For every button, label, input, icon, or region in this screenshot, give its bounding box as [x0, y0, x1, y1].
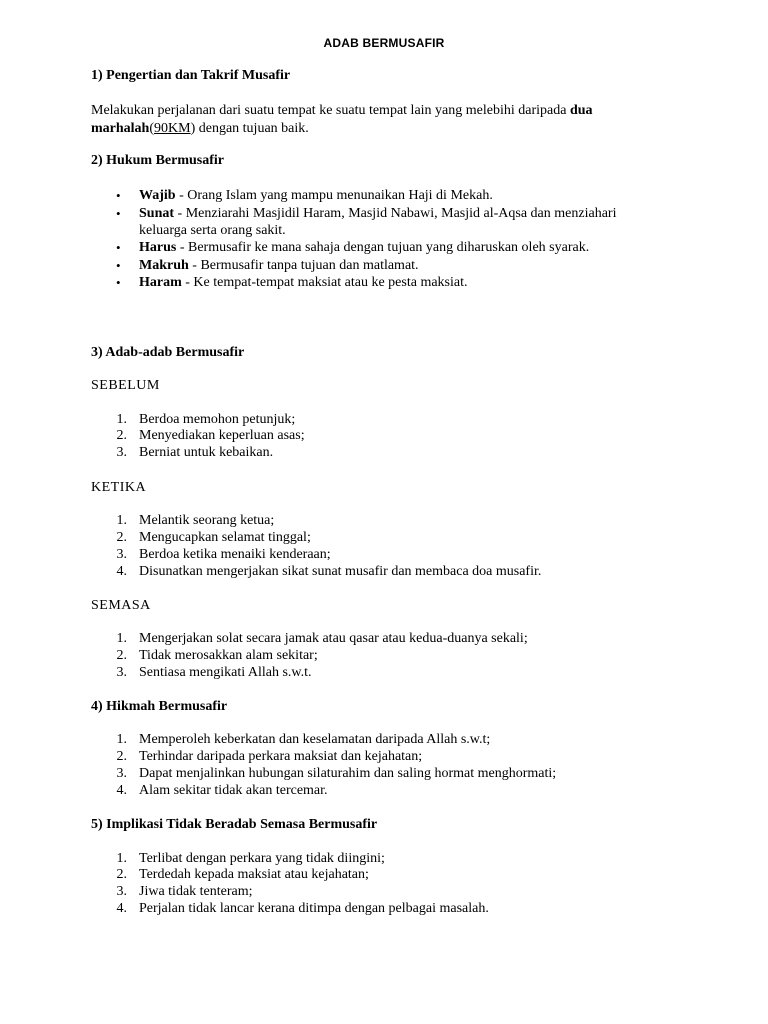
- bullet-text: [139, 240, 589, 256]
- list-item: Menyediakan keperluan asas;: [139, 428, 305, 443]
- list-item: Disunatkan mengerjakan sikat sunat musafir dan membaca doa musafir.: [139, 564, 542, 579]
- list-item: Terlibat dengan perkara yang tidak diingini;: [139, 851, 385, 866]
- paragraph-text: Melakukan perjalanan dari suatu tempat ke suatu tempat lain yang melebihi daripada: [91, 103, 570, 118]
- bullet-desc: - Ke tempat-tempat maksiat atau ke pesta maksiat.: [181, 275, 468, 290]
- list-number: 3.: [116, 766, 127, 781]
- list-item: Dapat menjalinkan hubungan silaturahim dan saling hormat menghormati;: [139, 766, 557, 781]
- subheading-sebelum: SEBELUM: [91, 378, 160, 393]
- list-number: 2.: [116, 530, 127, 545]
- list-item: Perjalan tidak lancar kerana ditimpa dengan pelbagai masalah.: [139, 901, 489, 916]
- list-item: Berniat untuk kebaikan.: [139, 445, 274, 460]
- section-1-paragraph: [91, 102, 681, 138]
- bullet-term: Haram: [139, 275, 182, 290]
- list-number: 3.: [116, 884, 127, 899]
- subheading-semasa: SEMASA: [91, 598, 151, 613]
- list-number: 4.: [116, 564, 127, 579]
- paragraph-paren-open: (: [149, 121, 155, 136]
- bullet-desc: - Bermusafir ke mana sahaja dengan tujuan yang diharuskan oleh syarak.: [176, 240, 590, 255]
- paragraph-underlined: 90KM: [154, 121, 191, 136]
- subheading-ketika: KETIKA: [91, 480, 147, 495]
- list-number: 1.: [116, 412, 127, 427]
- bullet-text: [139, 188, 493, 204]
- list-item: Berdoa ketika menaiki kenderaan;: [139, 547, 331, 562]
- list-number: 2.: [116, 867, 127, 882]
- bullet-term: Harus: [139, 240, 177, 255]
- list-item: Tidak merosakkan alam sekitar;: [139, 648, 318, 663]
- list-number: 1.: [116, 631, 127, 646]
- paragraph-tail: ) dengan tujuan baik.: [190, 121, 309, 136]
- list-item: Mengerjakan solat secara jamak atau qasar atau kedua-duanya sekali;: [139, 631, 528, 646]
- paragraph-bold: dua marhalah: [91, 103, 593, 136]
- bullet-text: [139, 206, 616, 222]
- list-number: 2.: [116, 428, 127, 443]
- list-number: 4.: [116, 783, 127, 798]
- list-item: Berdoa memohon petunjuk;: [139, 412, 296, 427]
- section-4-heading: 4) Hikmah Bermusafir: [91, 699, 228, 714]
- document-title: ADAB BERMUSAFIR: [323, 36, 445, 50]
- bullet-desc-continuation: keluarga serta orang sakit.: [139, 223, 286, 238]
- list-number: 2.: [116, 749, 127, 764]
- list-item: Terdedah kepada maksiat atau kejahatan;: [139, 867, 369, 882]
- list-item: Terhindar daripada perkara maksiat dan kejahatan;: [139, 749, 423, 764]
- list-number: 1.: [116, 851, 127, 866]
- list-item: Mengucapkan selamat tinggal;: [139, 530, 311, 545]
- bullet-term: Makruh: [139, 258, 189, 273]
- section-2-heading: 2) Hukum Bermusafir: [91, 153, 224, 168]
- list-item: Jiwa tidak tenteram;: [139, 884, 253, 899]
- bullet-term: Wajib: [139, 188, 176, 203]
- bullet-icon: •: [116, 206, 121, 221]
- list-item: Melantik seorang ketua;: [139, 513, 275, 528]
- list-number: 3.: [116, 445, 127, 460]
- list-number: 3.: [116, 547, 127, 562]
- section-3-heading: 3) Adab-adab Bermusafir: [91, 345, 245, 360]
- bullet-desc: - Menziarahi Masjidil Haram, Masjid Nabawi, Masjid al-Aqsa dan menziahari: [174, 206, 617, 221]
- list-number: 4.: [116, 901, 127, 916]
- list-number: 3.: [116, 665, 127, 680]
- bullet-icon: •: [116, 275, 121, 290]
- bullet-text: [139, 275, 468, 291]
- list-number: 2.: [116, 648, 127, 663]
- list-item: Sentiasa mengikati Allah s.w.t.: [139, 665, 312, 680]
- bullet-term: Sunat: [139, 206, 175, 221]
- list-number: 1.: [116, 513, 127, 528]
- section-5-heading: 5) Implikasi Tidak Beradab Semasa Bermusafir: [91, 817, 378, 832]
- list-item: Alam sekitar tidak akan tercemar.: [139, 783, 328, 798]
- bullet-icon: •: [116, 258, 121, 273]
- bullet-text: [139, 258, 419, 274]
- bullet-desc: - Bermusafir tanpa tujuan dan matlamat.: [188, 258, 419, 273]
- bullet-icon: •: [116, 240, 121, 255]
- list-number: 1.: [116, 732, 127, 747]
- bullet-icon: •: [116, 188, 121, 203]
- list-item: Memperoleh keberkatan dan keselamatan daripada Allah s.w.t;: [139, 732, 491, 747]
- bullet-desc: - Orang Islam yang mampu menunaikan Haji di Mekah.: [175, 188, 493, 203]
- section-1-heading: 1) Pengertian dan Takrif Musafir: [91, 68, 291, 83]
